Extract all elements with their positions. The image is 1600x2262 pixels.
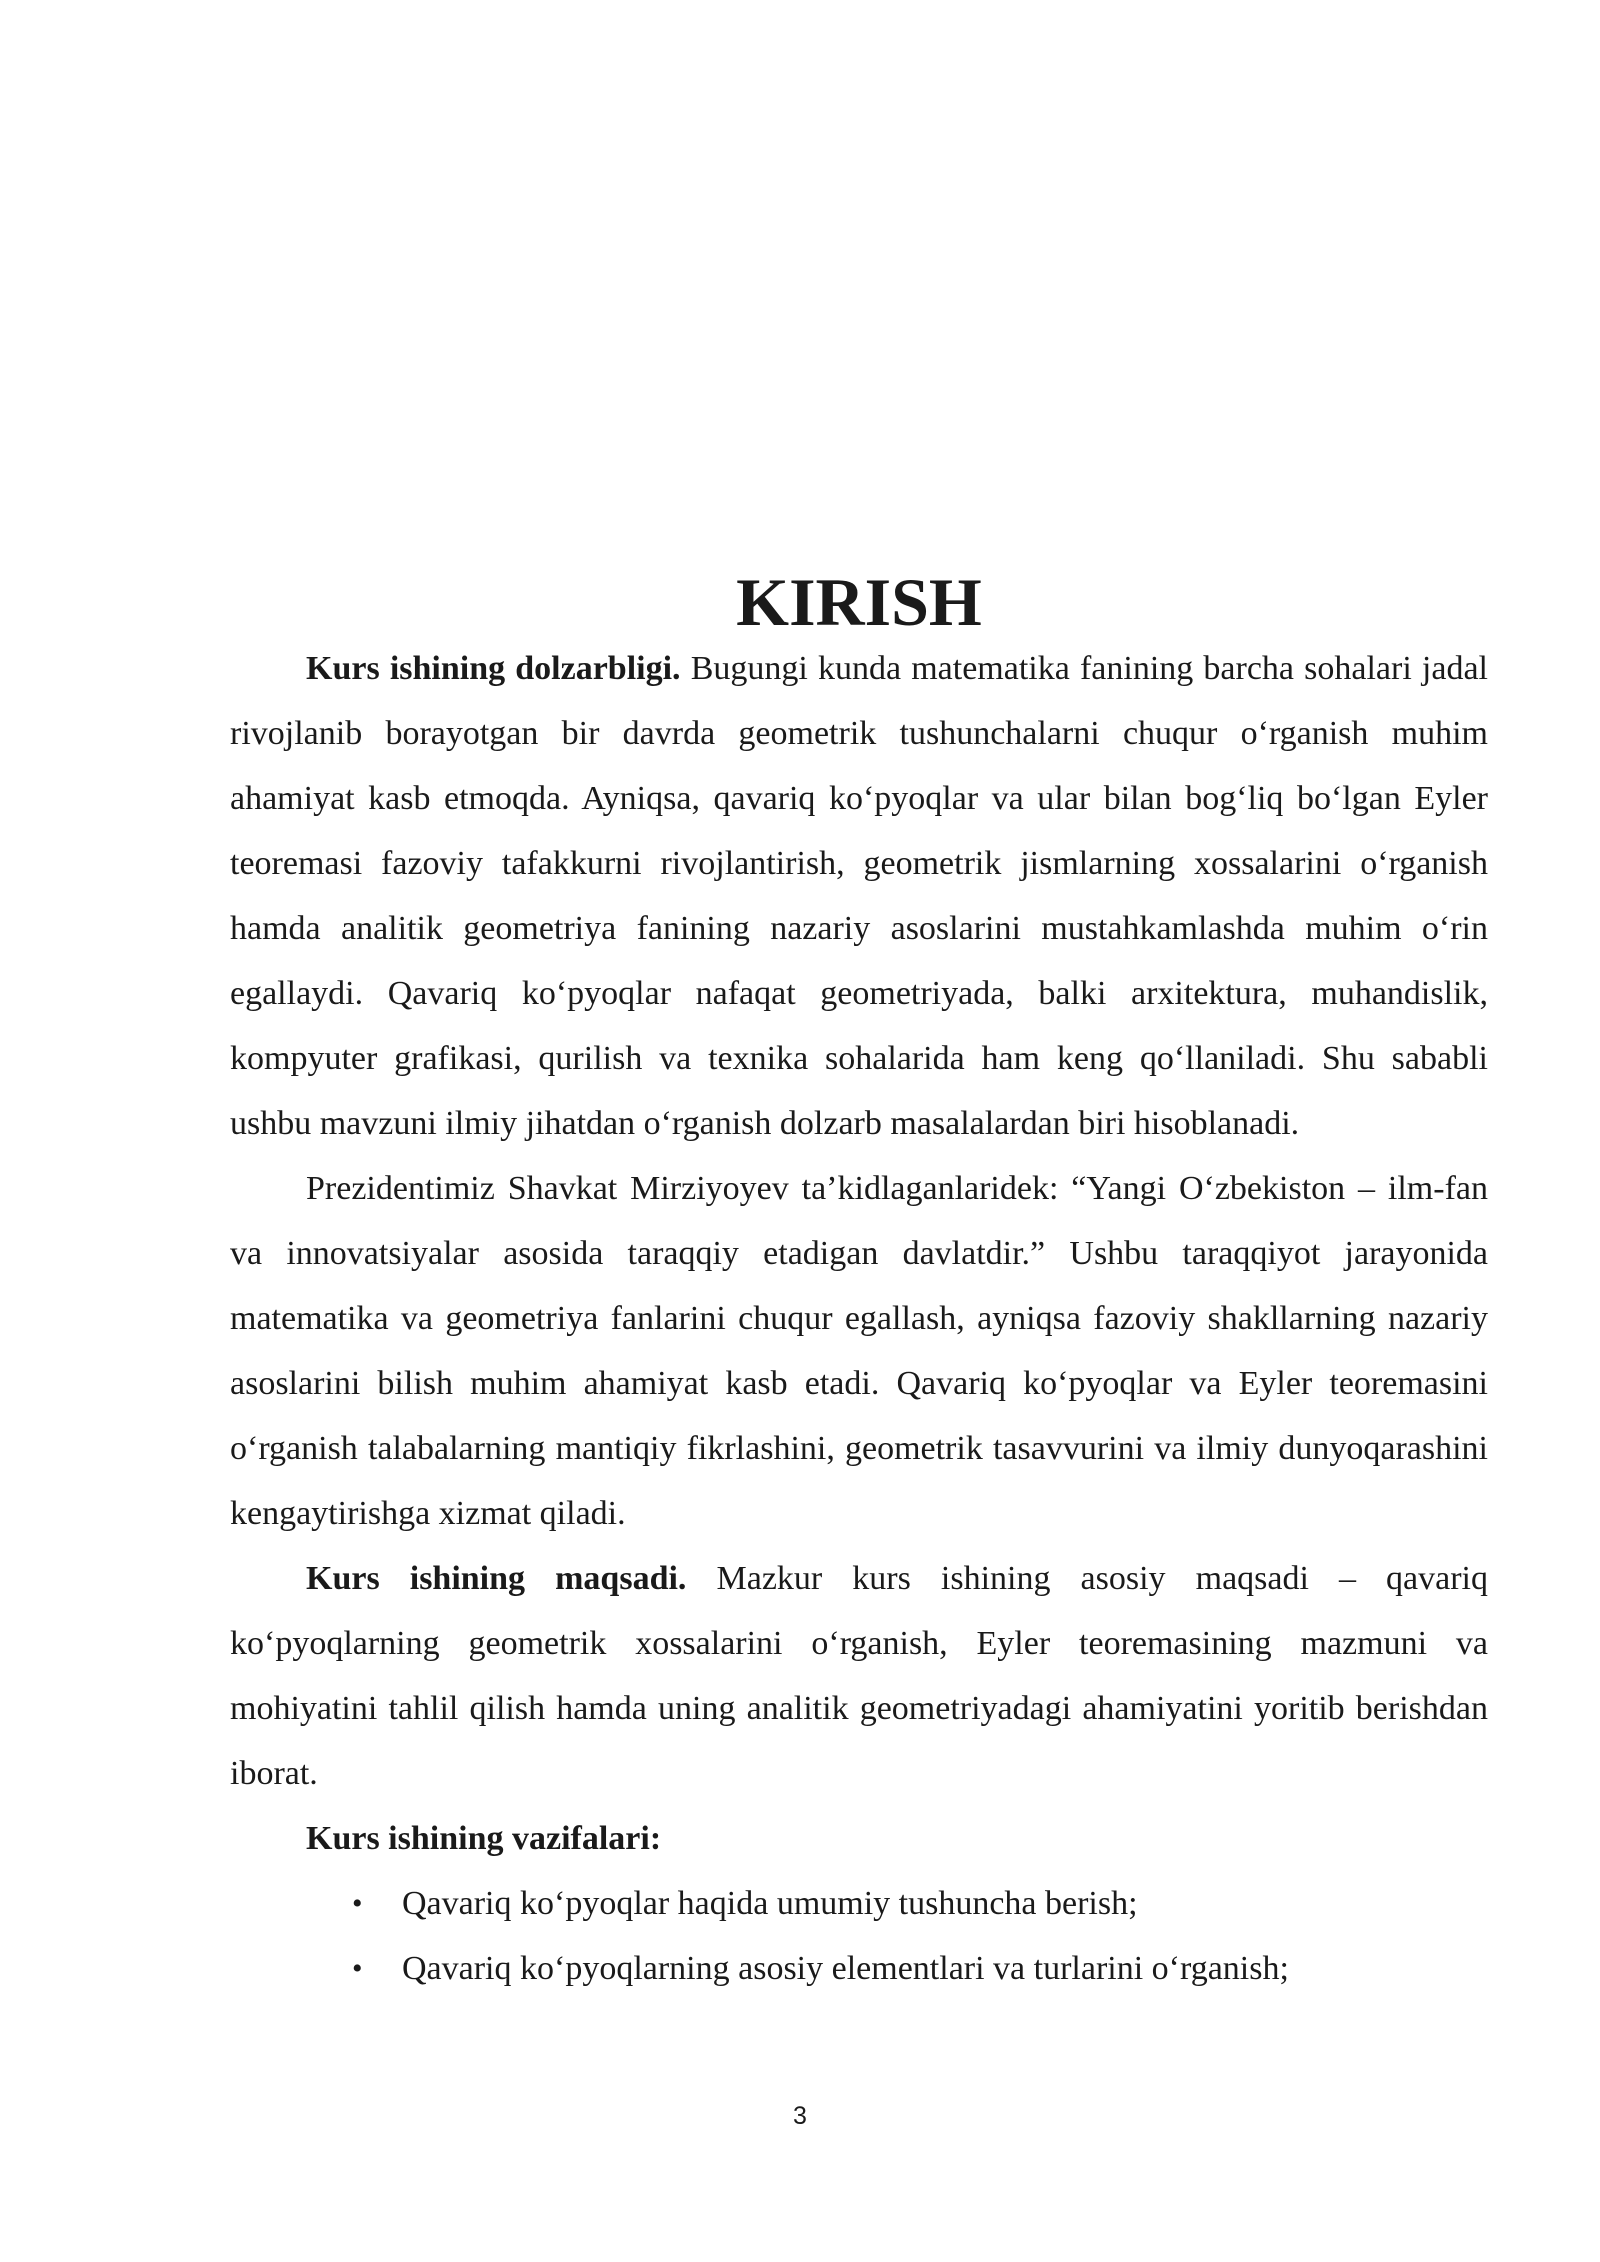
list-item-text: Qavariq ko‘pyoqlarning asosiy elementlari va turlarini o‘rganish;	[402, 1950, 1289, 1987]
paragraph-lead: Kurs ishining dolzarbligi.	[306, 650, 681, 687]
paragraph-text: Bugungi kunda matematika fanining barcha sohalari jadal rivojlanib borayotgan bir davrda geometrik tushunchalarni chuqur o‘rganish muhim ahamiyat kasb etmoqda. Ayniqsa, qavariq ko‘pyoqlar va ular bilan bog‘liq bo‘lgan Eyler teoremasi fazoviy tafakkurni rivojlantirish, geometrik jismlarning xossalarini o‘rganish hamda analitik geometriya fanining nazariy asoslarini mustahkamlashda muhim o‘rin egallaydi. Qavariq ko‘pyoqlar nafaqat geometriyada, balki arxitektura, muhandislik, kompyuter grafikasi, qurilish va texnika sohalarida ham keng qo‘llaniladi. Shu sababli ushbu mavzuni ilmiy jihatdan o‘rganish dolzarb masalalardan biri hisoblanadi.	[230, 650, 1488, 1142]
bullet-icon: •	[352, 1887, 363, 1920]
page-number: 3	[793, 2102, 807, 2130]
list-item	[230, 1936, 1488, 2001]
paragraph-relevance	[230, 636, 1488, 1156]
task-list	[230, 1871, 1488, 2001]
paragraph-president-quote	[230, 1156, 1488, 1546]
bullet-icon: •	[352, 1952, 363, 1985]
list-item-text: Qavariq ko‘pyoqlar haqida umumiy tushuncha berish;	[402, 1885, 1138, 1922]
page-body	[230, 564, 1489, 2001]
paragraph-goal	[230, 1546, 1488, 1806]
paragraph-lead: Kurs ishining maqsadi.	[306, 1560, 687, 1597]
section-heading: KIRISH	[736, 564, 982, 640]
paragraph-text: Prezidentimiz Shavkat Mirziyoyev ta’kidlaganlaridek: “Yangi O‘zbekiston – ilm-fan va innovatsiyalar asosida taraqqiy etadigan davlatdir.” Ushbu taraqqiyot jarayonida matematika va geometriya fanlarini chuqur egallash, ayniqsa fazoviy shakllarning nazariy asoslarini bilish muhim ahamiyat kasb etadi. Qavariq ko‘pyoqlar va Eyler teoremasini o‘rganish talabalarning mantiqiy fikrlashini, geometrik tasavvurini va ilmiy dunyoqarashini kengaytirishga xizmat qiladi.	[230, 1170, 1488, 1532]
paragraph-text: Mazkur kurs ishining asosiy maqsadi – qavariq ko‘pyoqlarning geometrik xossalarini o‘rganish, Eyler teoremasining mazmuni va mohiyatini tahlil qilish hamda uning analitik geometriyadagi ahamiyatini yoritib berishdan iborat.	[230, 1560, 1489, 1792]
list-item	[230, 1871, 1488, 1936]
tasks-title: Kurs ishining vazifalari:	[306, 1820, 662, 1857]
